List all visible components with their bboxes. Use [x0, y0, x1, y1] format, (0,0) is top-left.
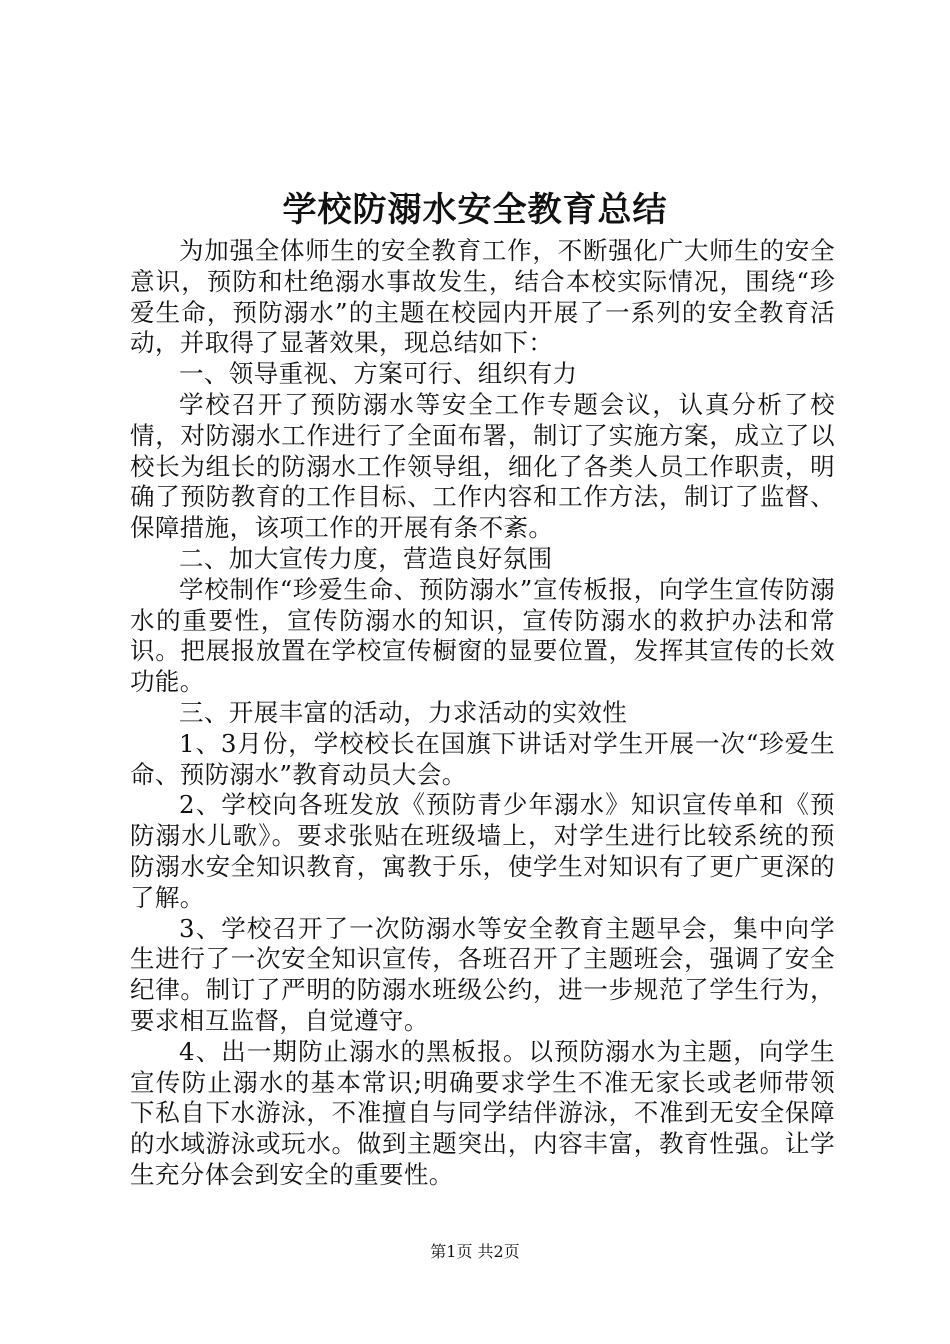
activity-item-1: 1、3月份，学校校长在国旗下讲话对学生开展一次“珍爱生命、预防溺水”教育动员大会。 [130, 728, 835, 789]
document-body [130, 236, 835, 1191]
section-heading-1: 一、领导重视、方案可行、组织有力 [179, 359, 578, 389]
activity-item-3: 3、学校召开了一次防溺水等安全教育主题早会，集中向学生进行了一次安全知识宣传，各班召开了主题班会，强调了安全纪律。制订了严明的防溺水班级公约，进一步规范了学生行为，要求相互监督，自觉遵守。 [130, 913, 835, 1035]
section-heading-2: 二、加大宣传力度，营造良好氛围 [179, 543, 553, 573]
intro-paragraph: 为加强全体师生的安全教育工作，不断强化广大师生的安全意识，预防和杜绝溺水事故发生，结合本校实际情况，围绕“珍爱生命，预防溺水”的主题在校园内开展了一系列的安全教育活动，并取得了显著效果，现总结如下： [130, 236, 835, 358]
document-title: 学校防溺水安全教育总结 [282, 190, 668, 230]
section-1-paragraph: 学校召开了预防溺水等安全工作专题会议，认真分析了校情，对防溺水工作进行了全面布署，制订了实施方案，成立了以校长为组长的防溺水工作领导组，细化了各类人员工作职责，明确了预防教育的工作目标、工作内容和工作方法，制订了监督、保障措施，该项工作的开展有条不紊。 [130, 389, 835, 543]
activity-item-4: 4、出一期防止溺水的黑板报。以预防溺水为主题，向学生宣传防止溺水的基本常识;明确要求学生不准无家长或老师带领下私自下水游泳，不准擅自与同学结伴游泳，不准到无安全保障的水域游泳或玩水。做到主题突出，内容丰富，教育性强。让学生充分体会到安全的重要性。 [130, 1036, 835, 1189]
section-heading-3: 三、开展丰富的活动，力求活动的实效性 [179, 697, 628, 727]
section-2-paragraph: 学校制作“珍爱生命、预防溺水”宣传板报，向学生宣传防溺水的重要性，宣传防溺水的知识，宣传防溺水的救护办法和常识。把展报放置在学校宣传橱窗的显要位置，发挥其宣传的长效功能。 [130, 574, 835, 697]
page-footer: 第1页 共2页 [430, 1242, 520, 1261]
activity-item-2: 2、学校向各班发放《预防青少年溺水》知识宣传单和《预防溺水儿歌》。要求张贴在班级墙上，对学生进行比较系统的预防溺水安全知识教育，寓教于乐，使学生对知识有了更广更深的了解。 [130, 790, 835, 912]
